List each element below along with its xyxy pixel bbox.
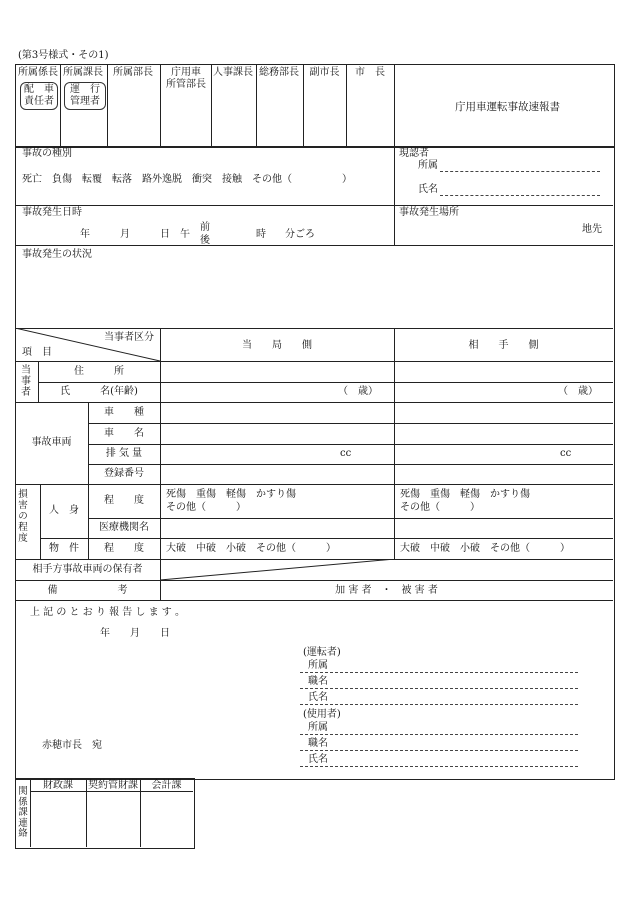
their-cc: cc: [560, 448, 572, 459]
approver-title-5: 人事課長: [213, 67, 253, 78]
datetime-pm: 後: [200, 235, 210, 246]
approver-title-7: 副市長: [309, 67, 340, 78]
their-injury-other: その他（ ）: [400, 502, 480, 513]
situation-label: 事故発生の状況: [22, 249, 92, 260]
user-affiliation-line: [300, 734, 578, 735]
approver-sub-2: 運 行 管理者: [70, 84, 100, 107]
approver-title-2: 所属課長: [63, 67, 103, 78]
doc-title: 庁用車運転事故速報書: [455, 101, 560, 113]
our-cc: cc: [340, 448, 352, 459]
datetime-hour: 時: [256, 229, 266, 240]
accident-type-options: 死亡 負傷 転覆 転落 路外逸脱 衝突 接触 その他（ ）: [22, 174, 352, 185]
driver-label: (運転者): [303, 647, 341, 658]
driver-name-label: 氏名: [308, 692, 328, 703]
datetime-am: 前: [200, 222, 210, 233]
vehicle-name-label: 車 名: [104, 428, 144, 439]
name-age-label: 氏 名(年齢): [60, 386, 138, 397]
person-degree-label: 程 度: [104, 495, 144, 506]
their-injury-options: 死傷 重傷 軽傷 かすり傷: [400, 489, 530, 500]
driver-job-label: 職名: [308, 676, 328, 687]
approver-title-1: 所属係長: [18, 67, 58, 78]
report-date: 年 月 日: [100, 628, 170, 639]
approver-title-3: 所属部長: [113, 67, 153, 78]
approver-title-4: 庁用車 所管部長: [166, 67, 206, 90]
approver-title-8: 市 長: [355, 67, 385, 78]
datetime-month: 月: [120, 229, 130, 240]
our-injury-options: 死傷 重傷 軽傷 かすり傷: [166, 489, 296, 500]
user-job-label: 職名: [308, 738, 328, 749]
our-injury-other: その他（ ）: [166, 502, 246, 513]
their-side-header: 相 手 側: [468, 340, 539, 351]
our-property-options: 大破 中破 小破 その他（ ）: [166, 543, 336, 554]
driver-affiliation-line: [300, 672, 578, 673]
diag-bottom-label: 項 目: [22, 347, 52, 358]
owner-label: 相手方事故車両の保有者: [32, 564, 143, 575]
witness-affiliation-label: 所属: [418, 160, 438, 171]
user-affiliation-label: 所属: [308, 722, 328, 733]
medical-label: 医療機関名: [99, 522, 149, 533]
place-label: 事故発生場所: [399, 207, 459, 218]
driver-job-line: [300, 688, 578, 689]
perp-victim-label: 加 害 者 ・ 被 害 者: [335, 585, 438, 596]
vehicle-label: 事故車両: [31, 437, 72, 448]
datetime-label: 事故発生日時: [22, 207, 82, 218]
datetime-minute: 分ごろ: [285, 229, 315, 240]
datetime-gozen: 午: [180, 229, 190, 240]
user-name-label: 氏名: [308, 754, 328, 765]
datetime-day: 日: [160, 229, 170, 240]
our-age-unit: （ 歳）: [338, 386, 378, 397]
damage-label: 損害の程度: [18, 489, 28, 544]
witness-name-line: [440, 195, 600, 196]
user-job-line: [300, 750, 578, 751]
datetime-year: 年: [80, 229, 90, 240]
dept-finance: 財政課: [43, 780, 73, 791]
user-label: (使用者): [303, 709, 341, 720]
diag-top-label: 当事者区分: [104, 332, 154, 343]
dept-contract: 契約管財課: [88, 780, 138, 791]
driver-name-line: [300, 704, 578, 705]
addressee: 赤穂市長 宛: [42, 740, 102, 751]
their-age-unit: （ 歳）: [558, 386, 598, 397]
owner-diagonal: [160, 559, 396, 581]
damage-property-label: 物 件: [49, 543, 79, 554]
witness-label: 現認者: [399, 148, 429, 159]
party-label: 当事者: [21, 365, 31, 398]
remarks-label: 備 考: [47, 585, 128, 596]
approver-title-6: 総務部長: [259, 67, 299, 78]
place-suffix: 地先: [582, 224, 602, 235]
their-property-options: 大破 中破 小破 その他（ ）: [400, 543, 570, 554]
dept-accounting: 会計課: [151, 780, 182, 791]
displacement-label: 排 気 量: [105, 448, 143, 459]
witness-affiliation-line: [440, 171, 600, 172]
damage-person-label: 人 身: [49, 505, 79, 516]
our-side-header: 当 局 側: [242, 340, 312, 351]
driver-affiliation-label: 所属: [308, 660, 328, 671]
approver-sub-1: 配 車 責任者: [24, 84, 54, 107]
form-code: (第3号様式・その1): [18, 50, 109, 61]
registration-label: 登録番号: [104, 468, 144, 479]
related-label: 関係課連絡: [18, 786, 28, 839]
accident-type-label: 事故の種別: [22, 148, 72, 159]
property-degree-label: 程 度: [104, 543, 144, 554]
vehicle-type-label: 車 種: [104, 407, 144, 418]
report-statement: 上 記 の と お り 報 告 し ま す 。: [30, 607, 185, 618]
address-label: 住 所: [74, 366, 124, 377]
user-name-line: [300, 766, 578, 767]
witness-name-label: 氏名: [418, 184, 438, 195]
